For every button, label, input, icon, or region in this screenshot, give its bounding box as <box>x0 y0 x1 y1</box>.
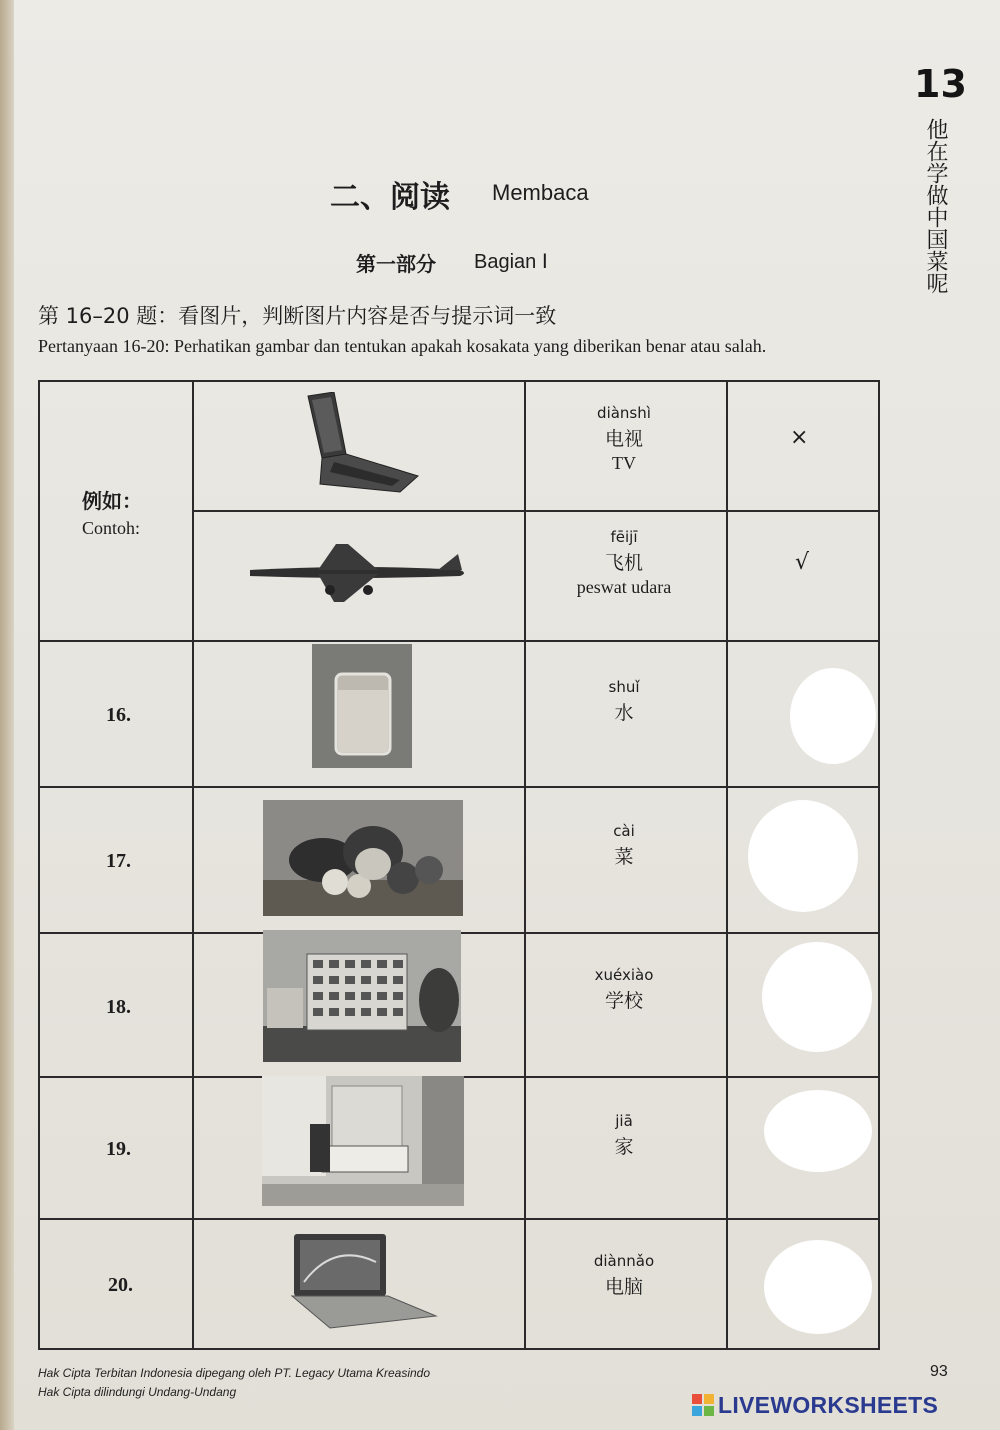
answer-input-18[interactable] <box>762 942 872 1052</box>
question-number: 16. <box>106 704 131 726</box>
answer-input-19[interactable] <box>764 1090 872 1172</box>
example-label: 例如： <box>82 489 142 513</box>
pinyin-text: xuéxiào <box>594 966 654 984</box>
pinyin-text: fēijī <box>610 528 638 546</box>
word-computer <box>524 1252 724 1299</box>
glass-of-milk-icon <box>312 644 412 768</box>
part-label: 第一部分 <box>356 252 436 276</box>
table-border-top <box>38 380 880 382</box>
col-divider <box>726 380 728 1350</box>
check-mark: √ <box>795 550 810 575</box>
row-divider <box>38 640 880 642</box>
building-icon <box>263 930 461 1062</box>
part-subtitle: Bagian Ⅰ <box>474 251 548 273</box>
pinyin-text: diànnǎo <box>593 1252 655 1270</box>
col-divider <box>192 380 194 1350</box>
row-divider <box>38 1218 880 1220</box>
hanzi-text: 水 <box>614 702 634 724</box>
chapter-title: 他在学做中国菜呢 <box>923 118 948 294</box>
section-subtitle: Membaca <box>492 180 589 205</box>
word-tv <box>524 404 724 474</box>
question-number: 19. <box>106 1138 131 1160</box>
gloss-text: peswat udara <box>576 577 672 597</box>
question-number: 20. <box>108 1274 133 1296</box>
col-divider <box>38 380 40 1350</box>
instructions-indonesian: Pertanyaan 16-20: Perhatikan gambar dan tentukan apakah kosakata yang diberikan benar atau salah. <box>38 336 767 356</box>
example-label-indonesian: Contoh: <box>82 518 141 538</box>
airplane-icon <box>248 540 472 606</box>
word-water <box>524 678 724 725</box>
pinyin-text: shuǐ <box>608 678 640 696</box>
row-divider <box>38 786 880 788</box>
hospital-room-icon <box>262 1076 464 1206</box>
chapter-number: 13 <box>914 62 967 106</box>
table-border-bottom <box>38 1348 880 1350</box>
copyright-line: Hak Cipta Terbitan Indonesia dipegang oleh PT. Legacy Utama Kreasindo <box>38 1366 431 1380</box>
word-school <box>524 966 724 1013</box>
brand-name: LIVEWORKSHEETS <box>718 1392 939 1418</box>
hanzi-text: 飞机 <box>604 552 643 574</box>
gloss-text: TV <box>612 453 636 473</box>
hanzi-text: 电脑 <box>604 1276 643 1298</box>
hanzi-text: 家 <box>614 1136 634 1158</box>
hanzi-text: 电视 <box>604 428 643 450</box>
liveworksheets-logo-icon <box>692 1394 714 1416</box>
answer-input-16[interactable] <box>790 668 876 764</box>
pinyin-text: diànshì <box>597 404 651 422</box>
page-edge <box>0 0 14 1430</box>
word-home <box>524 1112 724 1159</box>
answer-input-20[interactable] <box>764 1240 872 1334</box>
question-number: 17. <box>106 850 131 872</box>
copyright-notice: Hak Cipta dilindungi Undang-Undang <box>38 1385 237 1399</box>
vegetables-icon <box>263 800 463 916</box>
section-title: 二、阅读 <box>330 180 450 215</box>
page-number: 93 <box>930 1363 948 1380</box>
word-dish <box>524 822 724 869</box>
word-airplane <box>524 528 724 598</box>
instructions-chinese: 第 16–20 题：看图片，判断图片内容是否与提示词一致 <box>38 304 557 328</box>
laptop-icon <box>290 1232 440 1330</box>
col-divider <box>878 380 880 1350</box>
hanzi-text: 菜 <box>614 846 634 868</box>
hanzi-text: 学校 <box>604 990 643 1012</box>
answer-input-17[interactable] <box>748 800 858 912</box>
laptop-icon <box>300 392 422 496</box>
row-divider <box>192 510 880 512</box>
pinyin-text: jiā <box>615 1112 633 1130</box>
pinyin-text: cài <box>613 822 635 840</box>
cross-mark: × <box>790 425 809 450</box>
question-number: 18. <box>106 996 131 1018</box>
